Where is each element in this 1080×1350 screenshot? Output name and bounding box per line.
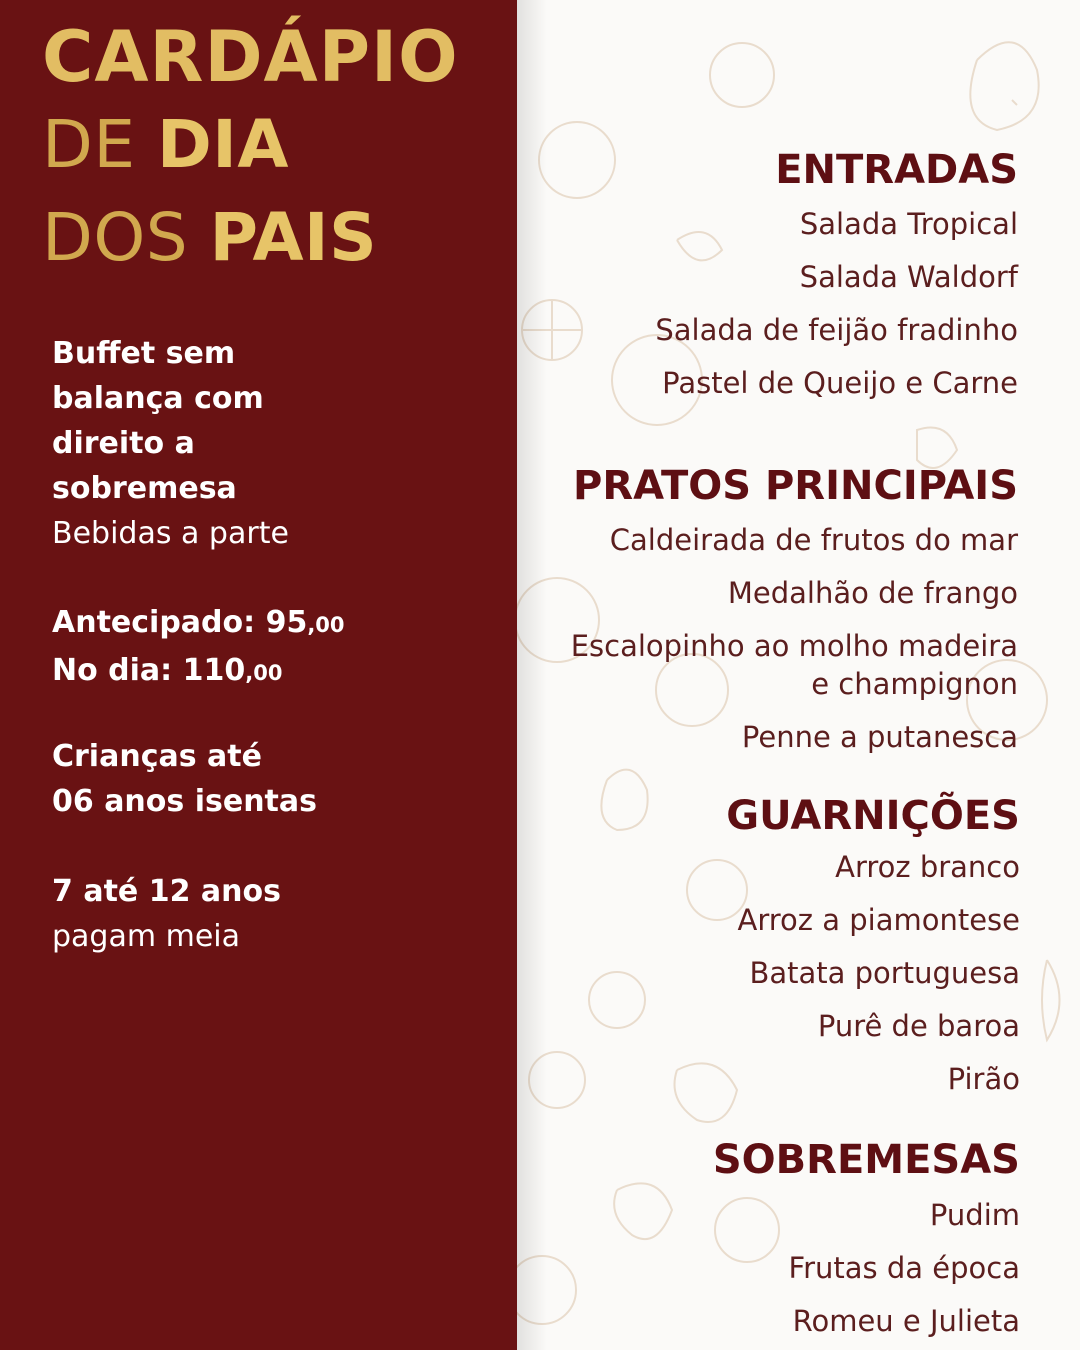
price-day-cents: ,00 [245, 661, 283, 685]
price-day-label: No dia: 110 [52, 653, 246, 688]
menu-item: Pastel de Queijo e Carne [662, 366, 1018, 400]
title-de: DE [42, 106, 136, 183]
fruit-doodle-icon [589, 972, 645, 1028]
menu-item: Salada de feijão fradinho [655, 313, 1018, 347]
children-line: 06 anos isentas [52, 784, 317, 819]
title-line-1: CARDÁPIO [42, 16, 459, 98]
panel-shadow [517, 0, 547, 1350]
section-pratos-principais [570, 463, 1018, 756]
menu-item: Arroz branco [835, 850, 1020, 884]
title-dos: DOS [42, 199, 189, 276]
left-panel [0, 0, 517, 1350]
section-title: GUARNIÇÕES [726, 793, 1020, 839]
section-sobremesas [712, 1137, 1020, 1340]
fruit-doodle-icon [539, 122, 615, 198]
menu-item: Pirão [947, 1062, 1020, 1096]
fruit-doodle-icon [710, 43, 774, 107]
children-line: Crianças até [52, 739, 262, 774]
menu-item: Romeu e Julieta [792, 1304, 1020, 1338]
menu-item: Salada Tropical [799, 207, 1018, 241]
buffet-line: direito a [52, 426, 195, 461]
price-day [52, 648, 345, 696]
prices [52, 600, 345, 696]
section-guarnicoes [726, 793, 1020, 1098]
menu-item: Purê de baroa [817, 1009, 1020, 1043]
half-price-info [52, 869, 281, 959]
buffet-info [52, 331, 289, 556]
price-advance [52, 600, 345, 648]
section-title: SOBREMESAS [712, 1137, 1020, 1183]
apple-doodle-icon [970, 42, 1038, 130]
section-title: PRATOS PRINCIPAIS [573, 463, 1018, 509]
pineapple-doodle-icon [601, 770, 647, 830]
pepper-doodle-icon [1042, 960, 1060, 1040]
strawberry-doodle-icon [917, 428, 957, 469]
buffet-line: balança com [52, 381, 264, 416]
title-line-3 [42, 199, 378, 276]
title-line-2 [42, 106, 289, 183]
half-line: 7 até 12 anos [52, 874, 281, 909]
menu-item: Batata portuguesa [749, 956, 1020, 990]
menu-item: Salada Waldorf [799, 260, 1018, 294]
menu-item: Caldeirada de frutos do mar [609, 523, 1018, 557]
section-title: ENTRADAS [775, 147, 1018, 193]
menu-item: Medalhão de frango [727, 576, 1018, 610]
strawberry-doodle-icon [614, 1183, 672, 1239]
menu-item: e champignon [811, 667, 1018, 701]
title-pais: PAIS [209, 199, 378, 276]
price-advance-cents: ,00 [307, 613, 345, 637]
half-line: pagam meia [52, 919, 241, 954]
menu-item: Arroz a piamontese [737, 903, 1020, 937]
children-info [52, 734, 317, 824]
buffet-line: Buffet sem [52, 336, 236, 371]
section-entradas [655, 147, 1018, 402]
drinks-note: Bebidas a parte [52, 516, 289, 551]
menu-item: Frutas da época [788, 1251, 1020, 1285]
title-dia: DIA [157, 106, 289, 183]
buffet-line: sobremesa [52, 471, 237, 506]
menu-item: Pudim [929, 1198, 1020, 1232]
menu-item: Penne a putanesca [741, 720, 1018, 754]
menu-item: Escalopinho ao molho madeira [570, 629, 1018, 663]
price-advance-label: Antecipado: 95 [52, 605, 308, 640]
